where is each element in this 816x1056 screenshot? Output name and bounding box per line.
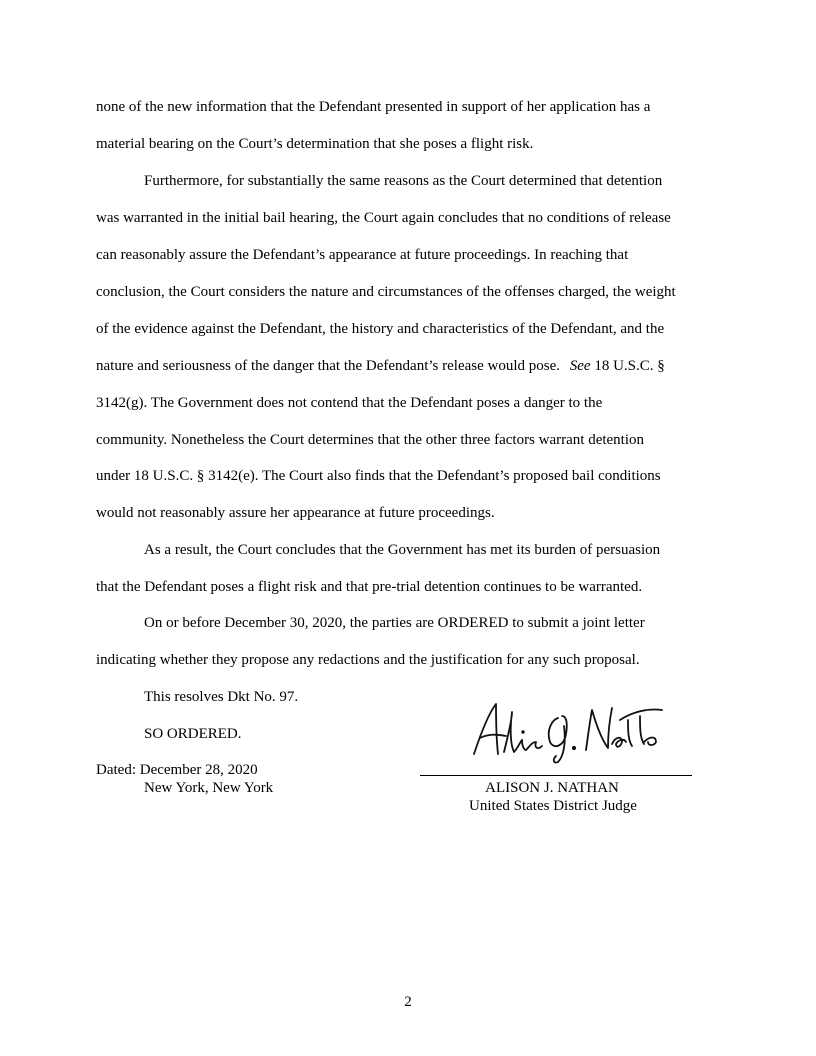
signature-line <box>420 775 692 776</box>
judge-name: ALISON J. NATHAN <box>485 780 619 796</box>
body-line <box>96 357 665 375</box>
body-line: community. Nonetheless the Court determines that the other three factors warrant detention <box>96 432 645 448</box>
citation-signal: See <box>569 358 591 374</box>
body-line: indicating whether they propose any redactions and the justification for any such proposal. <box>96 652 640 668</box>
judge-title: United States District Judge <box>469 798 637 814</box>
body-line: none of the new information that the Defendant presented in support of her application has a <box>96 99 651 115</box>
body-line: can reasonably assure the Defendant’s appearance at future proceedings. In reaching that <box>96 247 629 263</box>
citation-text: 18 U.S.C. § <box>590 358 665 374</box>
body-line: On or before December 30, 2020, the parties are ORDERED to submit a joint letter <box>144 615 645 631</box>
body-line: Furthermore, for substantially the same reasons as the Court determined that detention <box>144 173 663 189</box>
dated-location: New York, New York <box>144 780 274 796</box>
dated-label: Dated: December 28, 2020 <box>96 762 258 778</box>
body-line: This resolves Dkt No. 97. <box>144 689 299 705</box>
body-line: would not reasonably assure her appearance at future proceedings. <box>96 505 495 521</box>
body-line: 3142(g). The Government does not contend that the Defendant poses a danger to the <box>96 395 603 411</box>
body-line: was warranted in the initial bail hearing, the Court again concludes that no conditions of release <box>96 210 671 226</box>
body-line: As a result, the Court concludes that the Government has met its burden of persuasion <box>144 542 661 558</box>
body-line: material bearing on the Court’s determination that she poses a flight risk. <box>96 136 534 152</box>
body-line: that the Defendant poses a flight risk and that pre-trial detention continues to be warranted. <box>96 579 643 595</box>
page-number: 2 <box>404 994 412 1010</box>
body-line: conclusion, the Court considers the nature and circumstances of the offenses charged, the weight <box>96 284 676 300</box>
so-ordered: SO ORDERED. <box>144 726 242 742</box>
signature <box>466 696 666 766</box>
body-line: under 18 U.S.C. § 3142(e). The Court also finds that the Defendant’s proposed bail conditions <box>96 468 661 484</box>
body-text: nature and seriousness of the danger that the Defendant’s release would pose. <box>96 358 561 374</box>
body-line: of the evidence against the Defendant, the history and characteristics of the Defendant, and the <box>96 321 665 337</box>
